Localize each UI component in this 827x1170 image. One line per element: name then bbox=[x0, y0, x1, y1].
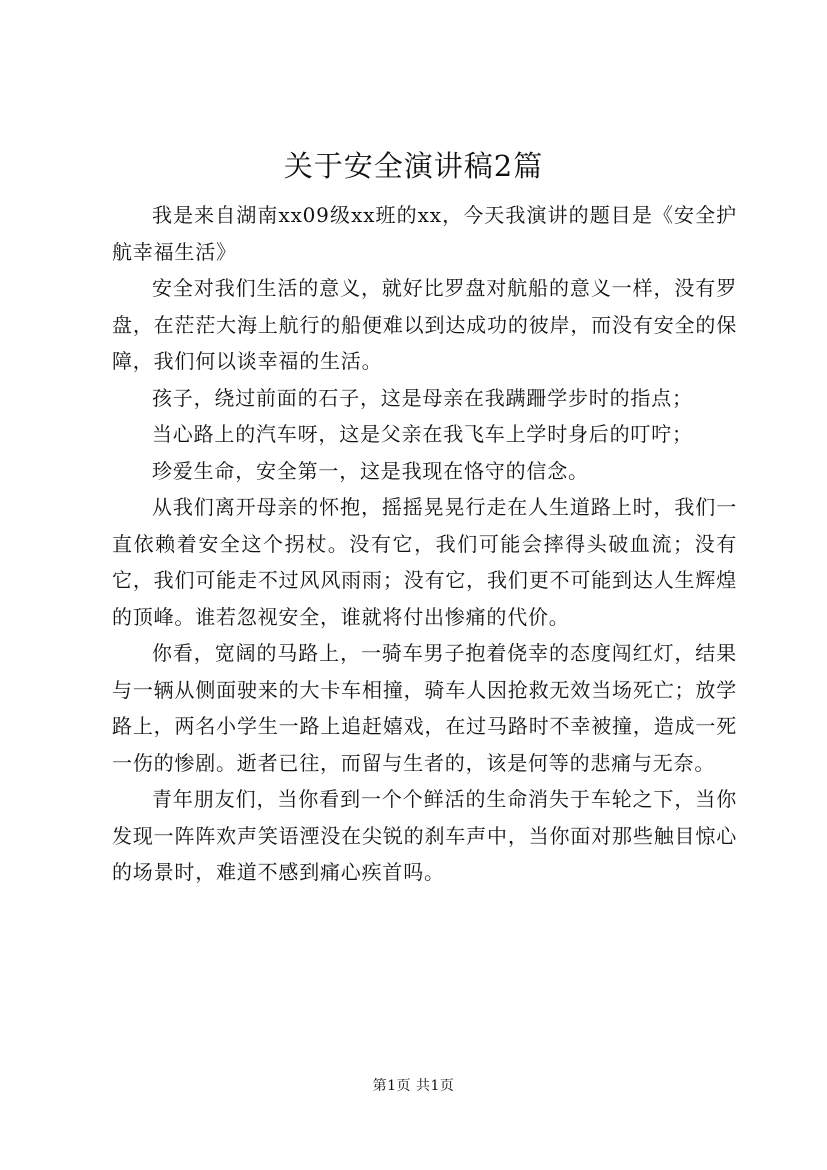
document-body bbox=[112, 197, 737, 891]
paragraph-appeal: 青年朋友们，当你看到一个个鲜活的生命消失于车轮之下，当你发现一阵阵欢声笑语湮没在尖锐的刹车声中，当你面对那些触目惊心的场景时，难道不感到痛心疾首吗。 bbox=[112, 787, 737, 884]
paragraph-father: 当心路上的汽车呀，这是父亲在我飞车上学时身后的叮咛； bbox=[152, 422, 693, 446]
document-title: 关于安全演讲稿2篇 bbox=[283, 149, 544, 183]
paragraph-mother: 孩子，绕过前面的石子，这是母亲在我蹒跚学步时的指点； bbox=[152, 385, 693, 410]
paragraph-belief: 珍爱生命，安全第一，这是我现在恪守的信念。 bbox=[152, 458, 589, 483]
paragraph-accidents: 你看，宽阔的马路上，一骑车男子抱着侥幸的态度闯红灯，结果与一辆从侧面驶来的大卡车相撞，骑车人因抢救无效当场死亡；放学路上，两名小学生一路上追赶嬉戏，在过马路时不幸被撞，造成一死一伤的惨剧。逝者已往，而留与生者的，该是何等的悲痛与无奈。 bbox=[112, 641, 737, 775]
paragraph-crutch: 从我们离开母亲的怀抱，摇摇晃晃行走在人生道路上时，我们一直依赖着安全这个拐杖。没有它，我们可能会摔得头破血流；没有它，我们可能走不过风风雨雨；没有它，我们更不可能到达人生辉煌的顶峰。谁若忽视安全，谁就将付出惨痛的代价。 bbox=[112, 495, 737, 629]
page-footer: 第1页 共1页 bbox=[372, 1078, 455, 1094]
paragraph-compass: 安全对我们生活的意义，就好比罗盘对航船的意义一样，没有罗盘，在茫茫大海上航行的船便难以到达成功的彼岸，而没有安全的保障，我们何以谈幸福的生活。 bbox=[112, 276, 737, 373]
paragraph-intro: 我是来自湖南xx09级xx班的xx，今天我演讲的题目是《安全护航幸福生活》 bbox=[112, 203, 737, 264]
